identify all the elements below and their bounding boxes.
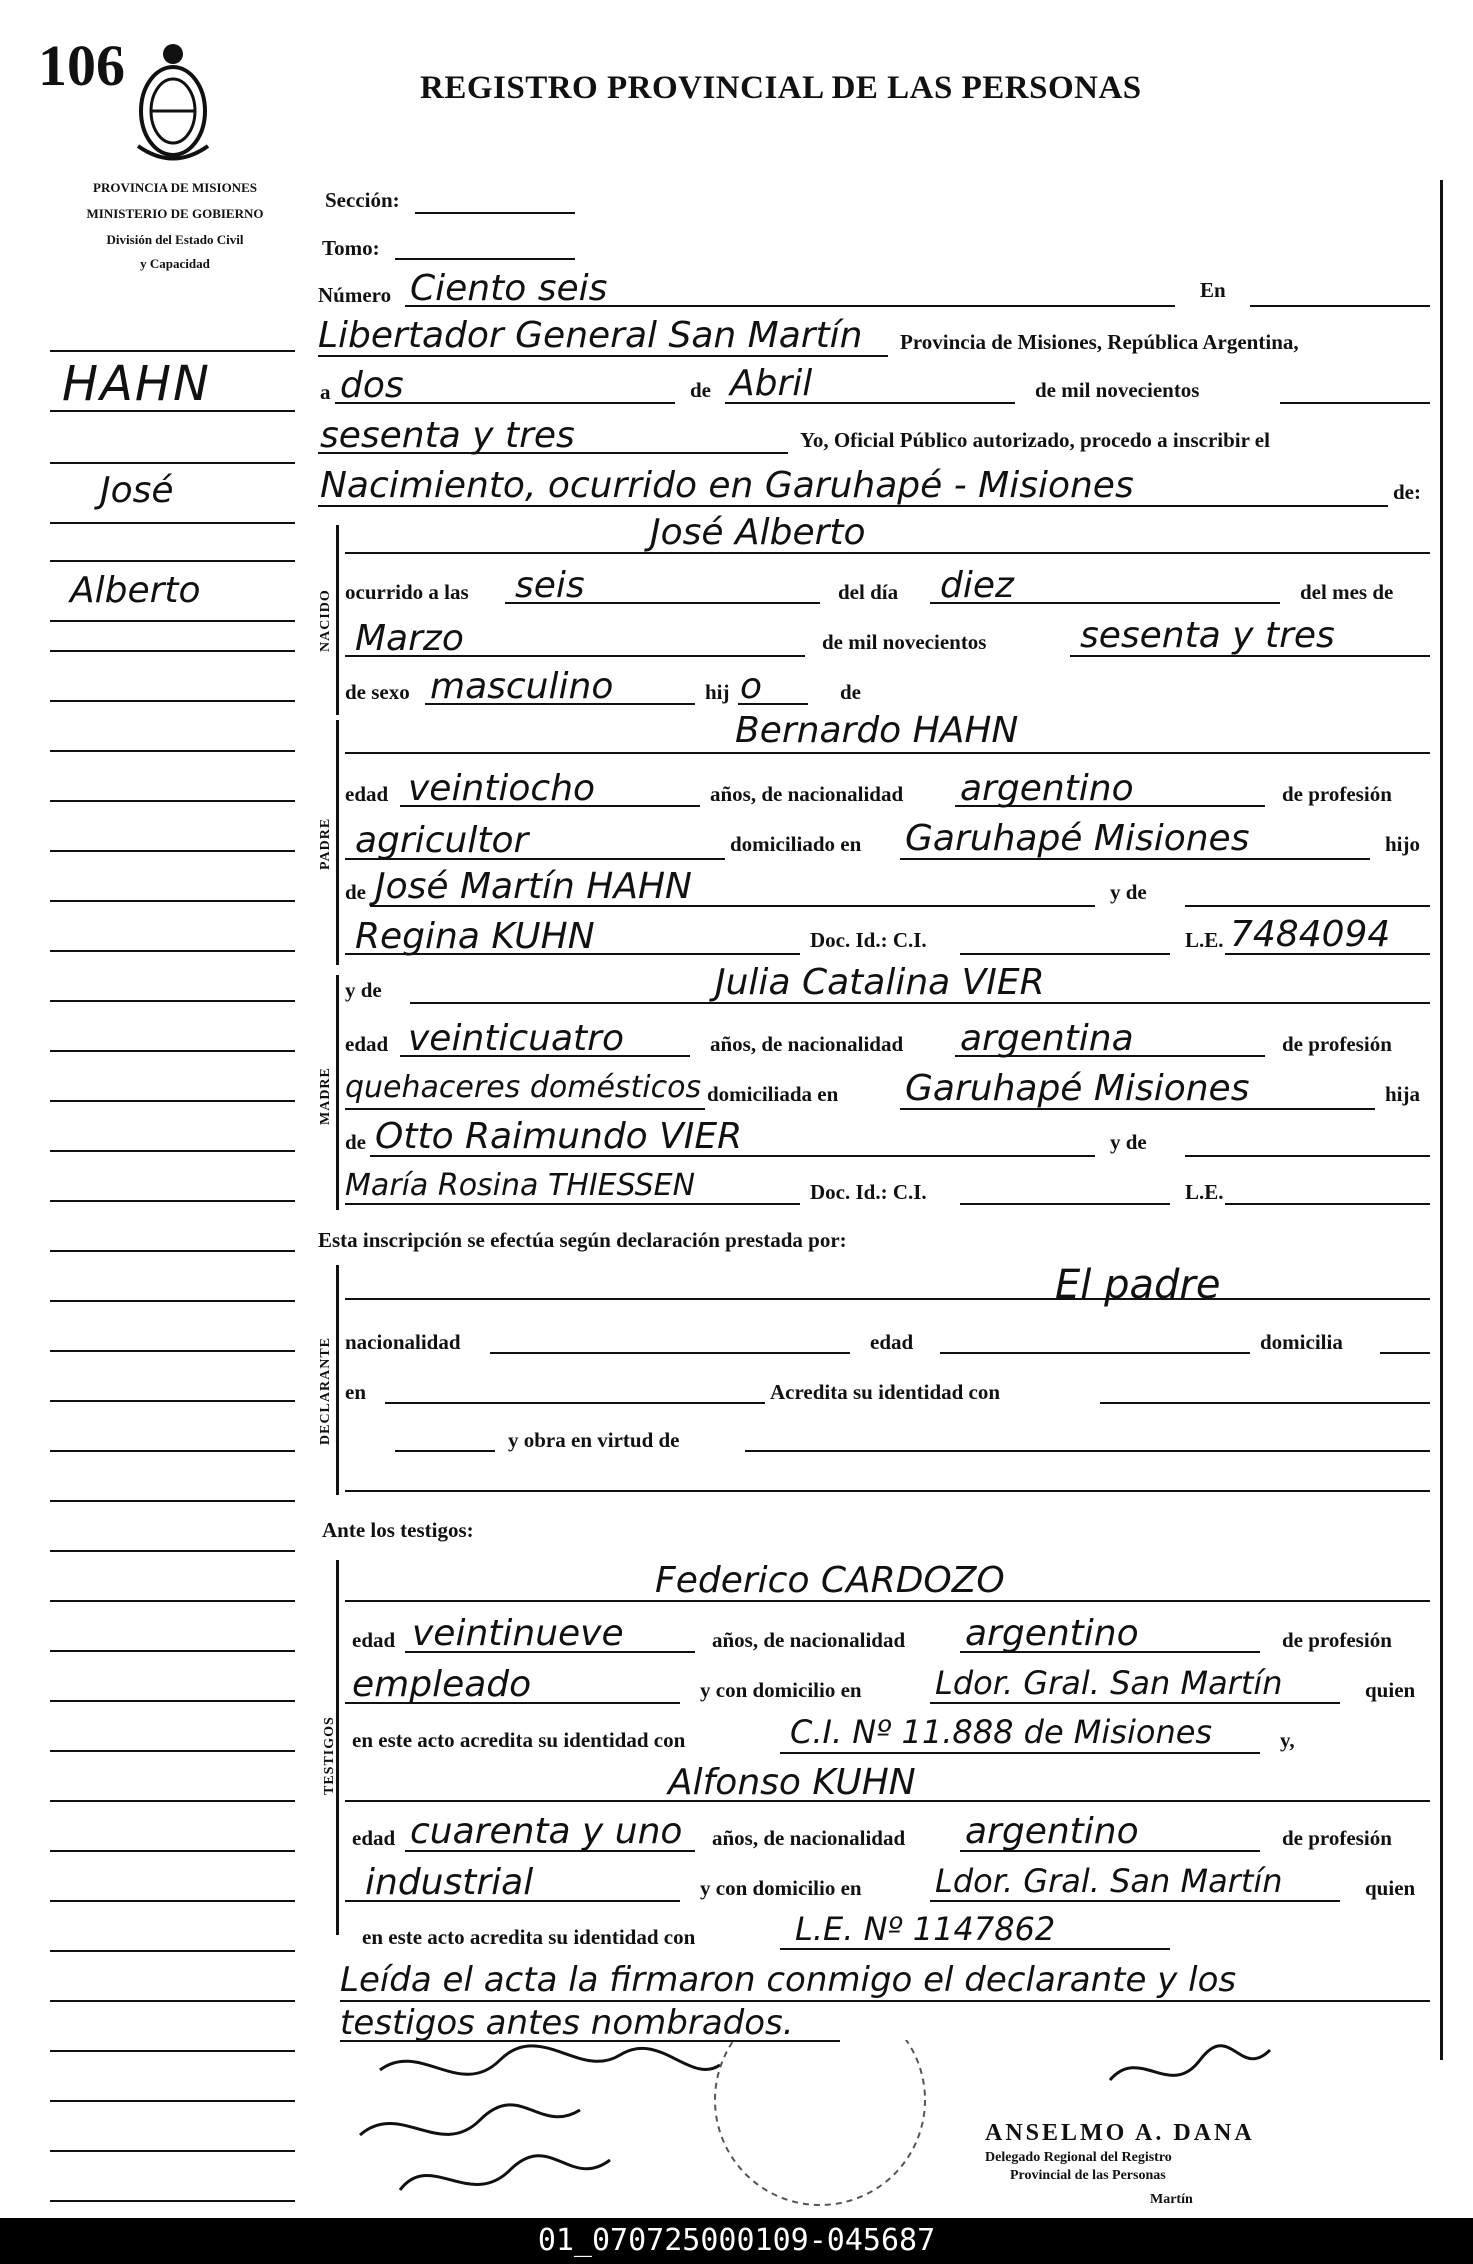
t1-quien-label: quien: [1365, 1678, 1416, 1702]
agency-line-2: MINISTERIO DE GOBIERNO: [86, 206, 264, 221]
testigo2-edad: cuarenta y uno: [410, 1811, 683, 1852]
decl-edad-label: edad: [870, 1330, 914, 1354]
madre-nac-label: años, de nacionalidad: [710, 1032, 904, 1056]
nacido-side-label: NACIDO: [318, 589, 333, 652]
decl-obra-label: y obra en virtud de: [508, 1428, 680, 1452]
hora-value: seis: [515, 565, 585, 606]
decl-en-label: en: [345, 1380, 366, 1404]
de-label-2: de: [840, 680, 861, 704]
padre-prof-label: de profesión: [1282, 782, 1392, 806]
a-label: a: [320, 380, 331, 404]
t2-edad-label: edad: [352, 1826, 396, 1850]
madre-dom-label: domiciliada en: [707, 1082, 839, 1106]
madre-yde-label-2: y de: [1110, 1130, 1147, 1154]
sexo-value: masculino: [430, 666, 614, 707]
testigo1-edad: veintinueve: [412, 1613, 624, 1654]
closing-line-2: testigos antes nombrados.: [340, 2003, 794, 2043]
mes-value: Abril: [730, 363, 813, 404]
padre-profesion: agricultor: [355, 820, 529, 861]
seccion-label: Sección:: [325, 188, 400, 212]
declarante-nombre: El padre: [1055, 1262, 1221, 1308]
testigo2-nombre: Alfonso KUHN: [668, 1762, 916, 1803]
madre-madre: María Rosina THIESSEN: [345, 1168, 696, 1203]
testigo2-nacionalidad: argentino: [965, 1811, 1139, 1852]
padre-le: 7484094: [1230, 914, 1391, 955]
dia-nac-value: diez: [940, 565, 1014, 606]
t1-prof-label: de profesión: [1282, 1628, 1392, 1652]
index-surname: HAHN: [62, 356, 211, 412]
dia-value: dos: [340, 365, 404, 406]
testigo1-documento: C.I. Nº 11.888 de Misiones: [790, 1713, 1213, 1751]
stamp-line-2: Provincial de las Personas: [1010, 2168, 1166, 2183]
acto-value: Nacimiento, ocurrido en Garuhapé - Misiones: [320, 465, 1134, 506]
numero-value: Ciento seis: [410, 268, 608, 309]
agency-line-4: y Capacidad: [140, 256, 210, 271]
madre-edad: veinticuatro: [408, 1018, 624, 1059]
t2-acto-label: en este acto acredita su identidad con: [362, 1925, 696, 1949]
padre-madre: Regina KUHN: [355, 916, 595, 957]
agency-line-3: División del Estado Civil: [106, 232, 244, 247]
madre-side-label: MADRE: [318, 1067, 333, 1125]
de-colon-label: de:: [1393, 480, 1421, 504]
testigos-side-label: TESTIGOS: [322, 1716, 337, 1795]
page-number: 106: [38, 33, 125, 98]
madre-hija-label: hija: [1385, 1082, 1421, 1106]
padre-le-label: L.E.: [1185, 928, 1224, 952]
closing-line-1: Leída el acta la firmaron conmigo el declarante y los: [340, 1960, 1237, 2000]
padre-doc-label: Doc. Id.: C.I.: [810, 928, 927, 952]
madre-de-label: de: [345, 1130, 366, 1154]
declarante-side-label: DECLARANTE: [318, 1336, 333, 1445]
madre-yde-label: y de: [345, 978, 382, 1002]
document-title: REGISTRO PROVINCIAL DE LAS PERSONAS: [420, 70, 1142, 106]
de-mil-label: de mil novecientos: [1035, 378, 1200, 402]
madre-edad-label: edad: [345, 1032, 389, 1056]
de-mil-label-2: de mil novecientos: [822, 630, 987, 654]
testigo2-documento: L.E. Nº 1147862: [795, 1910, 1056, 1948]
padre-nombre: Bernardo HAHN: [735, 710, 1019, 751]
t2-nac-label: años, de nacionalidad: [712, 1826, 906, 1850]
t1-acto-label: en este acto acredita su identidad con: [352, 1728, 686, 1752]
decl-nac-label: nacionalidad: [345, 1330, 461, 1354]
numero-label: Número: [318, 283, 392, 307]
decl-dom-label: domicilia: [1260, 1330, 1343, 1354]
padre-hijo-label: hijo: [1385, 832, 1421, 856]
t1-y-label: y,: [1280, 1728, 1295, 1752]
padre-domicilio: Garuhapé Misiones: [905, 818, 1250, 859]
madre-nombre: Julia Catalina VIER: [715, 962, 1045, 1003]
padre-de-label: de: [345, 880, 366, 904]
stamp-name: ANSELMO A. DANA: [985, 2120, 1255, 2146]
testigo1-nombre: Federico CARDOZO: [655, 1560, 1005, 1601]
t1-dom-label: y con domicilio en: [700, 1678, 862, 1702]
hijo-suffix: o: [740, 666, 763, 707]
del-mes-label: del mes de: [1300, 580, 1394, 604]
t1-edad-label: edad: [352, 1628, 396, 1652]
tomo-label: Tomo:: [322, 236, 380, 260]
ano-nac-value: sesenta y tres: [1080, 615, 1335, 656]
testigo2-profesion: industrial: [365, 1862, 534, 1903]
madre-profesion: quehaceres domésticos: [345, 1070, 702, 1105]
testigo2-domicilio: Ldor. Gral. San Martín: [935, 1862, 1283, 1900]
signature-image: [340, 2040, 1440, 2218]
padre-edad-label: edad: [345, 782, 389, 806]
t1-nac-label: años, de nacionalidad: [712, 1628, 906, 1652]
padre-nacionalidad: argentino: [960, 768, 1134, 809]
stamp-line-1: Delegado Regional del Registro: [985, 2150, 1172, 2165]
madre-le-label: L.E.: [1185, 1180, 1224, 1204]
t2-prof-label: de profesión: [1282, 1826, 1392, 1850]
document-id-footer: 01_070725000109-045687: [0, 2218, 1473, 2264]
padre-yde-label: y de: [1110, 880, 1147, 904]
index-name-1: José: [100, 470, 174, 511]
madre-domicilio: Garuhapé Misiones: [905, 1068, 1250, 1109]
padre-dom-label: domiciliado en: [730, 832, 862, 856]
agency-line-1: PROVINCIA DE MISIONES: [93, 180, 257, 195]
t2-quien-label: quien: [1365, 1876, 1416, 1900]
t2-dom-label: y con domicilio en: [700, 1876, 862, 1900]
sexo-label: de sexo: [345, 680, 410, 704]
hij-label: hij: [705, 680, 730, 704]
madre-nacionalidad: argentina: [960, 1018, 1134, 1059]
mes-nac-value: Marzo: [355, 618, 464, 659]
testigo1-nacionalidad: argentino: [965, 1613, 1139, 1654]
provincia-label: Provincia de Misiones, República Argentina,: [900, 330, 1299, 354]
testigos-label: Ante los testigos:: [322, 1518, 474, 1542]
madre-doc-label: Doc. Id.: C.I.: [810, 1180, 927, 1204]
lugar-value: Libertador General San Martín: [318, 315, 863, 356]
padre-padre: José Martín HAHN: [375, 866, 692, 907]
testigo1-domicilio: Ldor. Gral. San Martín: [935, 1664, 1283, 1702]
padre-edad: veintiocho: [408, 768, 596, 809]
ano-value: sesenta y tres: [320, 415, 575, 456]
index-name-2: Alberto: [70, 570, 201, 611]
del-dia-label: del día: [838, 580, 899, 604]
oficial-label: Yo, Oficial Público autorizado, procedo a inscribir el: [800, 428, 1270, 452]
ocurrido-label: ocurrido a las: [345, 580, 469, 604]
padre-nac-label: años, de nacionalidad: [710, 782, 904, 806]
nombre-nacido: José Alberto: [650, 512, 866, 553]
testigo1-profesion: empleado: [352, 1664, 532, 1705]
madre-prof-label: de profesión: [1282, 1032, 1392, 1056]
padre-side-label: PADRE: [318, 817, 333, 870]
coat-of-arms-icon: [128, 36, 218, 171]
de-label-1: de: [690, 378, 711, 402]
madre-padre: Otto Raimundo VIER: [375, 1116, 743, 1157]
stamp-line-3: Martín: [1150, 2192, 1193, 2207]
en-label: En: [1200, 278, 1226, 302]
decl-acredita-label: Acredita su identidad con: [770, 1380, 1001, 1404]
inscripcion-label: Esta inscripción se efectúa según declaración prestada por:: [318, 1228, 847, 1252]
